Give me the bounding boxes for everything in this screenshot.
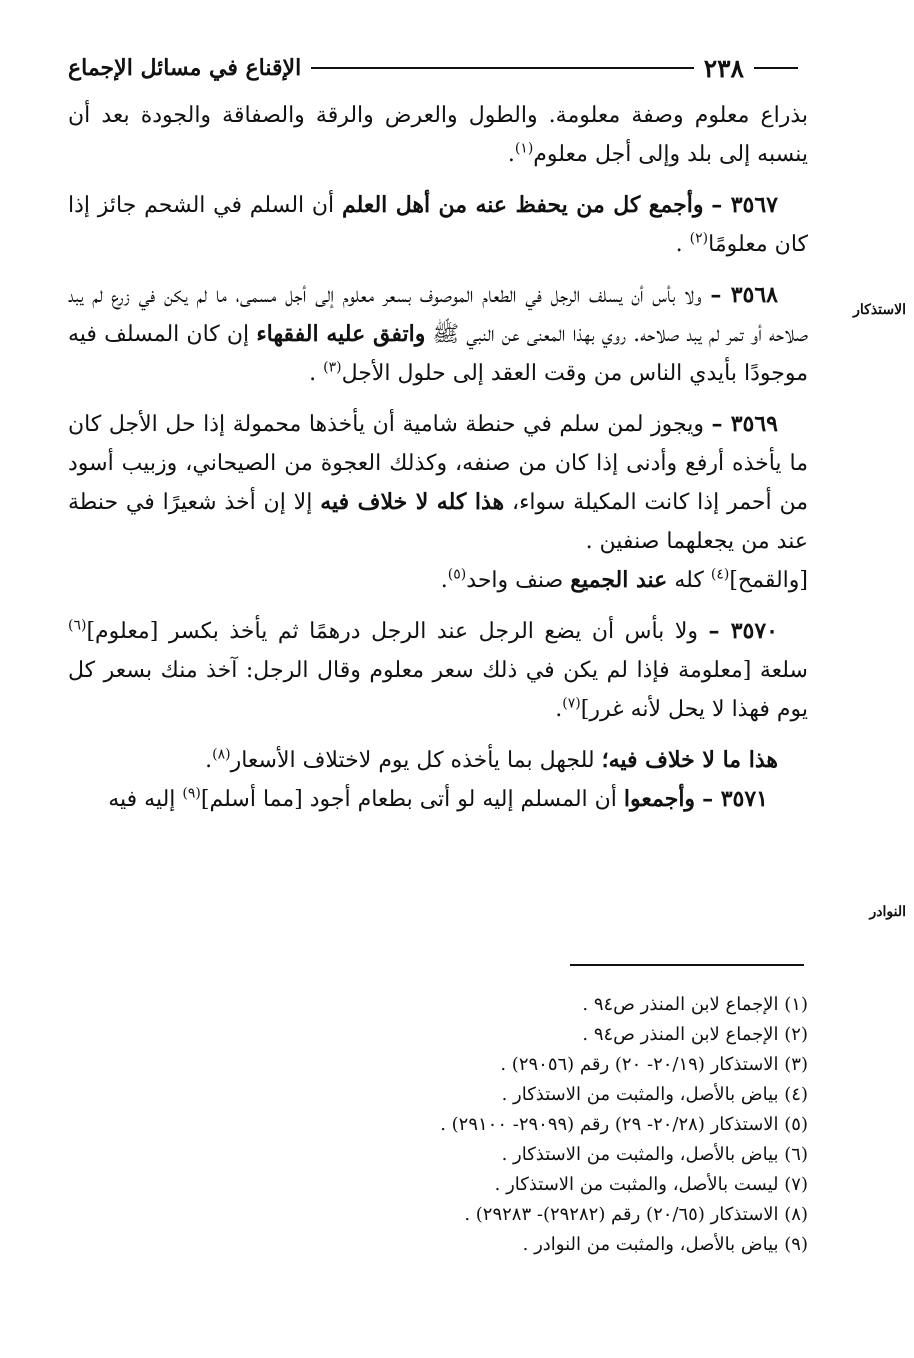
footnote-ref: (٣) (323, 359, 342, 376)
period: . (205, 748, 213, 773)
paragraph-text: سلعة [معلومة فإذا لم يكن في ذلك سعر معلوم وقال الرجل: آخذ منك بسعر كل يوم فهذا لا يحل لأنه غرر] (68, 658, 808, 722)
paragraph-text: أن المسلم إليه لو أتى بطعام أجود [مما أسلم] (200, 787, 617, 812)
bold-phrase: هذا كله لا خلاف فيه (320, 489, 505, 515)
footnote-ref: (٥) (447, 566, 467, 583)
paragraph-text: ويجوز لمن سلم في حنطة شامية أن يأخذها محمولة إذا حل الأجل كان ما يأخذه أرفع وأدنى إذا كان من صنفه، وكذلك العجوة من الصيحاني، وزبيب أسود من أحمر إذا كانت المكيلة سواء، (68, 412, 809, 515)
paragraph-text: صنف واحد (466, 568, 564, 593)
bold-phrase: واتفق عليه الفقهاء (256, 321, 426, 347)
bold-phrase: وأجمع كل من يحفظ عنه من أهل العلم (341, 192, 704, 218)
paragraph-text: إلا إن أخذ شعيرًا في حنطة عند من يجعلهما صنفين . (68, 490, 808, 554)
paragraph-text: بذراع معلوم وصفة معلومة. والطول والعرض والرقة والصفاقة والجودة بعد أن ينسبه إلى بلد وإلى أجل معلوم (68, 103, 808, 167)
footnotes (68, 990, 808, 1260)
period: . (675, 232, 683, 257)
paragraph-text: ولا بأس أن يسلف الرجل في الطعام الموصوف بسعر معلوم إلى أجل مسمى، ما لم يكن في زرع لم يبد صلاحه أو تمر لم يبد صلاحه. روي بهذا المعنى عن النبي ﷺ (68, 283, 809, 347)
footnote-6: (٦) بياض بالأصل، والمثبت من الاستذكار . (501, 1144, 808, 1165)
footnote-8: (٨) الاستذكار (٢٠/٦٥) رقم (٢٩٢٨٢)- ٢٩٢٨٣) . (464, 1204, 808, 1225)
paragraph-no-dispute (68, 741, 808, 780)
paragraph-text: كله (674, 568, 704, 593)
footnote-ref: (٤) (710, 566, 730, 583)
footnote-separator (570, 964, 804, 966)
paragraph-number: ٣٥٧١ – (702, 786, 768, 812)
footnote-1: (١) الإجماع لابن المنذر ص٩٤ . (582, 994, 808, 1015)
paragraph-number: ٣٥٦٨ – (710, 282, 778, 308)
footnote-9: (٩) بياض بالأصل، والمثبت من النوادر . (522, 1234, 808, 1255)
running-header (68, 48, 808, 88)
page-number: ٢٣٨ (703, 53, 744, 83)
paragraph-3568 (68, 276, 808, 393)
footnote-4: (٤) بياض بالأصل، والمثبت من الاستذكار . (501, 1084, 808, 1105)
footnote-ref: (١) (514, 140, 534, 157)
header-rule-long (311, 67, 694, 69)
footnote-ref: (٧) (562, 695, 581, 712)
main-text (68, 96, 808, 831)
paragraph-text: أن السلم في الشحم جائز إذا كان معلومًا (68, 193, 808, 257)
period: . (555, 697, 563, 722)
paragraph-text: [والقمح] (729, 568, 808, 593)
paragraph-number: ٣٥٦٧ – (711, 192, 778, 218)
bold-phrase: عند الجميع (570, 567, 668, 593)
paragraph-text: إليه فيه (108, 787, 176, 812)
bold-phrase: وأجمعوا (623, 786, 696, 812)
paragraph-number: ٣٥٧٠ – (708, 618, 778, 644)
footnote-ref: (٨) (212, 746, 231, 763)
header-rule-short (754, 67, 798, 69)
period: . (309, 361, 317, 386)
period: . (507, 142, 515, 167)
margin-note-nawadir: النوادر (869, 904, 906, 920)
footnote-ref: (٩) (182, 785, 201, 802)
footnote-ref: (٢) (689, 230, 709, 247)
footnote-ref: (٦) (68, 617, 87, 634)
footnote-5: (٥) الاستذكار (٢٠/٢٨- ٢٩) رقم (٢٩٠٩٩- ٢٩١٠٠) . (440, 1114, 808, 1135)
paragraph-3567 (68, 186, 808, 264)
footnote-3: (٣) الاستذكار (٢٠/١٩- ٢٠) رقم (٢٩٠٥٦) . (500, 1054, 808, 1075)
paragraph-number: ٣٥٦٩ – (711, 411, 778, 437)
footnote-2: (٢) الإجماع لابن المنذر ص٩٤ . (582, 1024, 808, 1045)
paragraph-3569 (68, 405, 808, 600)
running-title: الإقناع في مسائل الإجماع (68, 55, 302, 81)
paragraph-text: إن كان المسلف فيه موجودًا بأيدي الناس من وقت العقد إلى حلول الأجل (68, 322, 808, 386)
paragraph-3571 (68, 780, 808, 819)
paragraph-continuation (68, 96, 808, 174)
paragraph-text: للجهل بما يأخذه كل يوم لاختلاف الأسعار (230, 748, 595, 773)
paragraph-3570 (68, 612, 808, 729)
bold-phrase: هذا ما لا خلاف فيه؛ (601, 747, 778, 773)
margin-note-istidhkar: الاستذكار (853, 302, 906, 318)
paragraph-text: ولا بأس أن يضع الرجل عند الرجل درهمًا ثم يأخذ بكسر [معلوم] (86, 619, 698, 644)
footnote-7: (٧) ليست بالأصل، والمثبت من الاستذكار . (494, 1174, 808, 1195)
period: . (440, 568, 448, 593)
